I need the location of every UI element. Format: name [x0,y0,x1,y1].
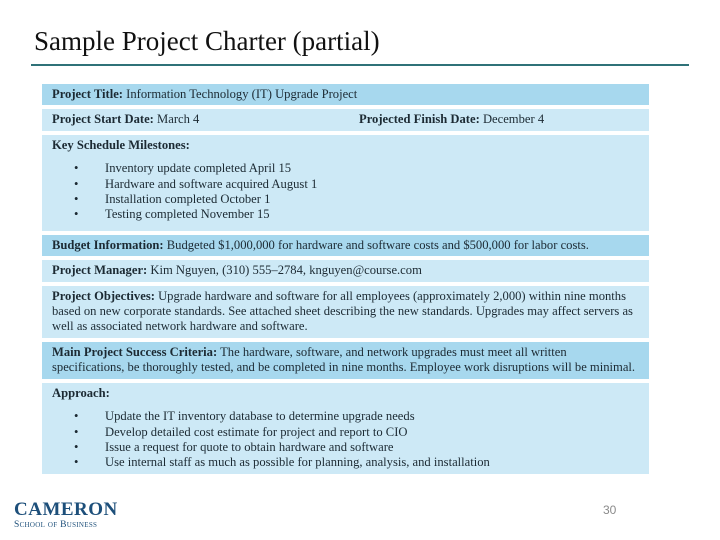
milestones-row [42,135,649,231]
finish-date-cell [359,112,544,127]
list-item: • Inventory update completed April 15 [74,161,639,176]
start-date-value: March 4 [157,112,200,127]
project-charter-table [42,84,649,474]
budget-row [42,235,649,256]
manager-value: Kim Nguyen, (310) 555–2784, knguyen@course.com [150,263,422,278]
manager-row [42,260,649,281]
project-title-label: Project Title: [52,87,123,101]
approach-row [42,383,649,474]
list-item: • Issue a request for quote to obtain hardware and software [74,440,639,455]
approach-label: Approach: [52,385,110,400]
project-title-row [42,84,649,105]
milestones-list [52,161,639,223]
title-divider [31,64,689,66]
objectives-value: Upgrade hardware and software for all employees (approximately 2,000) within nine months based on new corporate standards. See attached sheet describing the new standards. Upgrades may affect servers as well as associated network hardware and software. [52,288,633,334]
list-item: • Develop detailed cost estimate for project and report to CIO [74,425,639,440]
logo-sub-text: School of Business [14,520,98,530]
logo-main-text: CAMERON [14,499,118,520]
list-item: • Testing completed November 15 [74,207,639,222]
manager-label: Project Manager: [52,263,148,278]
list-item: • Use internal staff as much as possible for planning, analysis, and installation [74,455,639,470]
objectives-row [42,286,649,338]
objectives-label: Project Objectives: [52,288,155,303]
dates-row [42,109,649,130]
list-item: • Update the IT inventory database to determine upgrade needs [74,409,639,424]
start-date-cell [52,112,359,127]
success-criteria-value: The hardware, software, and network upgrades must meet all written specifications, be thoroughly tested, and be completed in nine months. Employee work disruptions will be minimal. [52,344,636,375]
page-number: 30 [603,503,617,517]
slide-title: Sample Project Charter (partial) [34,26,380,56]
cameron-logo [14,500,118,531]
budget-label: Budget Information: [52,237,164,252]
finish-date-label: Projected Finish Date: [359,112,480,127]
finish-date-value: December 4 [482,112,545,127]
milestones-label: Key Schedule Milestones: [52,137,190,152]
success-criteria-row [42,342,649,379]
budget-value: Budgeted $1,000,000 for hardware and software costs and $500,000 for labor costs. [166,237,589,252]
list-item: • Hardware and software acquired August 1 [74,177,639,192]
list-item: • Installation completed October 1 [74,192,639,207]
approach-list [52,409,639,471]
start-date-label: Project Start Date: [52,112,154,127]
project-title-value: Information Technology (IT) Upgrade Project [126,87,358,101]
success-criteria-label: Main Project Success Criteria: [52,344,218,359]
